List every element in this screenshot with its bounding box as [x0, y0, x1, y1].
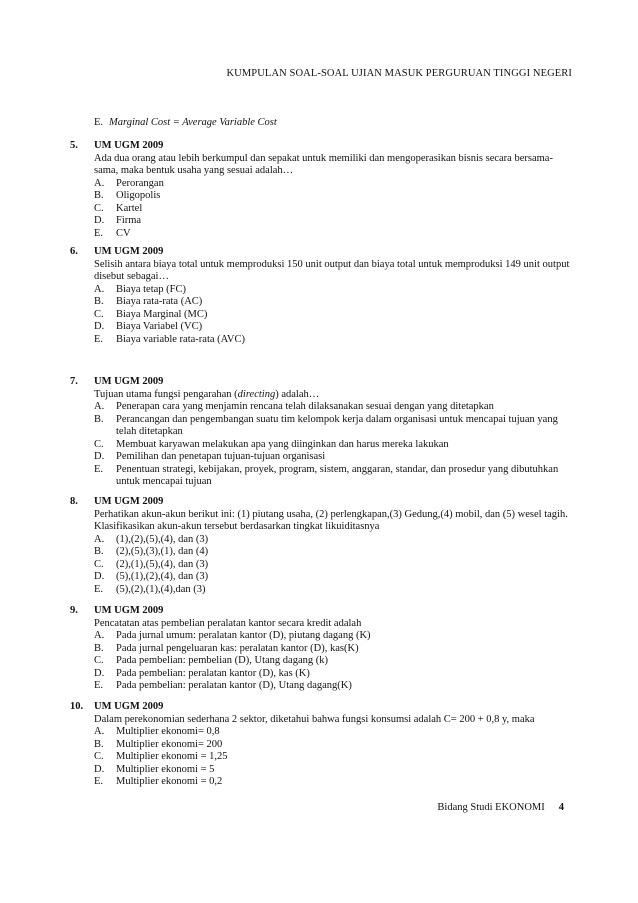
- option: [94, 643, 570, 656]
- question-6: [70, 246, 570, 346]
- option: [94, 655, 570, 668]
- option-letter: D.: [94, 215, 105, 226]
- page-footer: [437, 802, 564, 813]
- option-letter: C.: [94, 751, 104, 762]
- option-text: Multiplier ekonomi = 0,2: [116, 776, 223, 787]
- option-letter: C.: [94, 655, 104, 666]
- option-text: Oligopolis: [116, 190, 161, 201]
- question-8: [70, 496, 570, 596]
- option-text: (5),(2),(1),(4),dan (3): [116, 583, 206, 595]
- option-text: Pada jurnal pengeluaran kas: peralatan kantor (D), kas(K): [116, 642, 359, 654]
- option-text: Biaya variable rata-rata (AVC): [116, 333, 245, 345]
- option-letter: D.: [94, 321, 105, 332]
- emphasis: directing: [237, 388, 276, 400]
- question-7: [70, 376, 570, 489]
- option: [94, 559, 570, 572]
- option-letter: C.: [94, 202, 104, 214]
- option: [94, 630, 570, 643]
- option: [94, 546, 570, 559]
- option-text: Firma: [116, 215, 142, 226]
- option-text: Pemilihan dan penetapan tujuan-tujuan organisasi: [116, 451, 326, 462]
- question-text: Ada dua orang atau lebih berkumpul dan sepakat untuk memiliki dan mengoperasikan bisnis secara bersama- sama, maka bentuk usaha yang sesuai adalah…: [94, 152, 553, 176]
- option-text: Pada pembelian: peralatan kantor (D), kas (K): [116, 667, 310, 679]
- option-letter: C.: [94, 308, 104, 320]
- option-text: Biaya Marginal (MC): [116, 308, 208, 320]
- option: [94, 680, 570, 693]
- question-number: 9.: [70, 605, 78, 616]
- option-text: Perorangan: [116, 177, 164, 189]
- option-letter: A.: [94, 401, 105, 412]
- option: [94, 203, 570, 216]
- question-text: Perhatikan akun-akun berikut ini: (1) piutang usaha, (2) perlengkapan,(3) Gedung,(4) mobil, dan (5) wesel tagih. Klasifikasikan akun-akun tersebut berdasarkan tingkat likuiditasnya: [94, 508, 568, 532]
- option-letter: D.: [94, 667, 105, 679]
- option-text: Biaya tetap (FC): [116, 283, 186, 295]
- question-text: Pencatatan atas pembelian peralatan kantor secara kredit adalah: [94, 617, 362, 629]
- option-text: CV: [116, 227, 131, 239]
- option: [94, 321, 570, 334]
- option: [94, 764, 570, 777]
- question-5: [70, 140, 570, 240]
- option-letter: E.: [94, 117, 104, 128]
- option-text: (2),(1),(5),(4), dan (3): [116, 558, 209, 570]
- option: [94, 215, 570, 228]
- option-letter: A.: [94, 177, 105, 189]
- option-letter: A.: [94, 533, 105, 545]
- option-letter: B.: [94, 738, 104, 750]
- question-text: Tujuan utama fungsi pengarahan (directing) adalah…: [94, 388, 320, 400]
- question-source: UM UGM 2009: [94, 605, 164, 616]
- question-text: Selisih antara biaya total untuk memproduksi 150 unit output dan biaya total untuk memproduksi 149 unit output disebut sebagai…: [94, 258, 570, 282]
- option-letter: B.: [94, 546, 104, 557]
- option-letter: E.: [94, 333, 104, 345]
- question-10: [70, 701, 570, 789]
- option-text: Biaya rata-rata (AC): [116, 296, 203, 307]
- option: [94, 190, 570, 203]
- option-text: Pada pembelian: pembelian (D), Utang dagang (k): [116, 655, 328, 666]
- option: [94, 178, 570, 191]
- option-text: Multiplier ekonomi = 5: [116, 763, 215, 775]
- option-text: Pada jurnal umum: peralatan kantor (D), piutang dagang (K): [116, 630, 371, 641]
- option-text: (2),(5),(3),(1), dan (4): [116, 546, 209, 557]
- option: [94, 776, 570, 789]
- option: [94, 284, 570, 297]
- question-number: 7.: [70, 376, 78, 387]
- option-text: Multiplier ekonomi = 1,25: [116, 751, 228, 762]
- question-source: UM UGM 2009: [94, 701, 164, 712]
- option-letter: B.: [94, 190, 104, 201]
- option: [94, 739, 570, 752]
- option-text: Multiplier ekonomi= 200: [116, 738, 223, 750]
- option: [94, 334, 570, 347]
- option-text: Perancangan dan pengembangan suatu tim kelompok kerja dalam organisasi untuk mencapai tujuan yang telah ditetapkan: [116, 413, 558, 437]
- option: [94, 439, 570, 452]
- option-text: Penerapan cara yang menjamin rencana telah dilaksanakan sesuai dengan yang ditetapkan: [116, 401, 494, 412]
- option: [94, 726, 570, 739]
- page-number: 4: [558, 802, 564, 813]
- option-letter: D.: [94, 571, 105, 582]
- question-number: 10.: [70, 701, 84, 712]
- option-letter: A.: [94, 630, 105, 641]
- option-letter: E.: [94, 583, 104, 595]
- option: [94, 414, 570, 439]
- question-source: UM UGM 2009: [94, 246, 164, 257]
- option-letter: A.: [94, 726, 105, 737]
- option-letter: C.: [94, 438, 104, 450]
- option-text: (5),(1),(2),(4), dan (3): [116, 571, 209, 582]
- question-9: [70, 605, 570, 693]
- question-source: UM UGM 2009: [94, 140, 164, 151]
- option-letter: D.: [94, 451, 105, 462]
- option: [94, 228, 570, 241]
- option: [94, 401, 570, 414]
- option-letter: E.: [94, 463, 104, 475]
- option-letter: B.: [94, 296, 104, 307]
- option-letter: E.: [94, 227, 104, 239]
- footer-subject: Bidang Studi EKONOMI: [437, 802, 545, 813]
- option-text: Marginal Cost = Average Variable Cost: [109, 117, 277, 128]
- option: [94, 668, 570, 681]
- option: [94, 571, 570, 584]
- option-letter: A.: [94, 283, 105, 295]
- option-text: Membuat karyawan melakukan apa yang diinginkan dan harus mereka lakukan: [116, 438, 449, 450]
- continued-option: [94, 116, 277, 129]
- option-letter: C.: [94, 558, 104, 570]
- option-letter: E.: [94, 680, 104, 691]
- option: [94, 309, 570, 322]
- option-text: Penentuan strategi, kebijakan, proyek, program, sistem, anggaran, standar, dan prosedur yang dibutuhkan untuk mencapai tujuan: [116, 463, 559, 487]
- option-text: Multiplier ekonomi= 0,8: [116, 726, 220, 737]
- option: [94, 464, 570, 489]
- option-letter: B.: [94, 413, 104, 425]
- option: [94, 451, 570, 464]
- question-number: 5.: [70, 140, 78, 151]
- question-text: Dalam perekonomian sederhana 2 sektor, diketahui bahwa fungsi konsumsi adalah C= 200 + 0,8 y, maka: [94, 713, 535, 725]
- option-text: Biaya Variabel (VC): [116, 321, 203, 332]
- question-source: UM UGM 2009: [94, 376, 164, 387]
- option: [94, 751, 570, 764]
- option-letter: D.: [94, 763, 105, 775]
- option-letter: B.: [94, 642, 104, 654]
- option: [94, 534, 570, 547]
- question-number: 8.: [70, 496, 78, 507]
- page-header: KUMPULAN SOAL-SOAL UJIAN MASUK PERGURUAN TINGGI NEGERI: [226, 68, 572, 79]
- question-source: UM UGM 2009: [94, 496, 164, 507]
- question-number: 6.: [70, 246, 78, 257]
- option-text: Kartel: [116, 202, 143, 214]
- option: [94, 584, 570, 597]
- option-letter: E.: [94, 776, 104, 787]
- option-text: Pada pembelian: peralatan kantor (D), Utang dagang(K): [116, 680, 352, 691]
- option: [94, 296, 570, 309]
- option-text: (1),(2),(5),(4), dan (3): [116, 533, 209, 545]
